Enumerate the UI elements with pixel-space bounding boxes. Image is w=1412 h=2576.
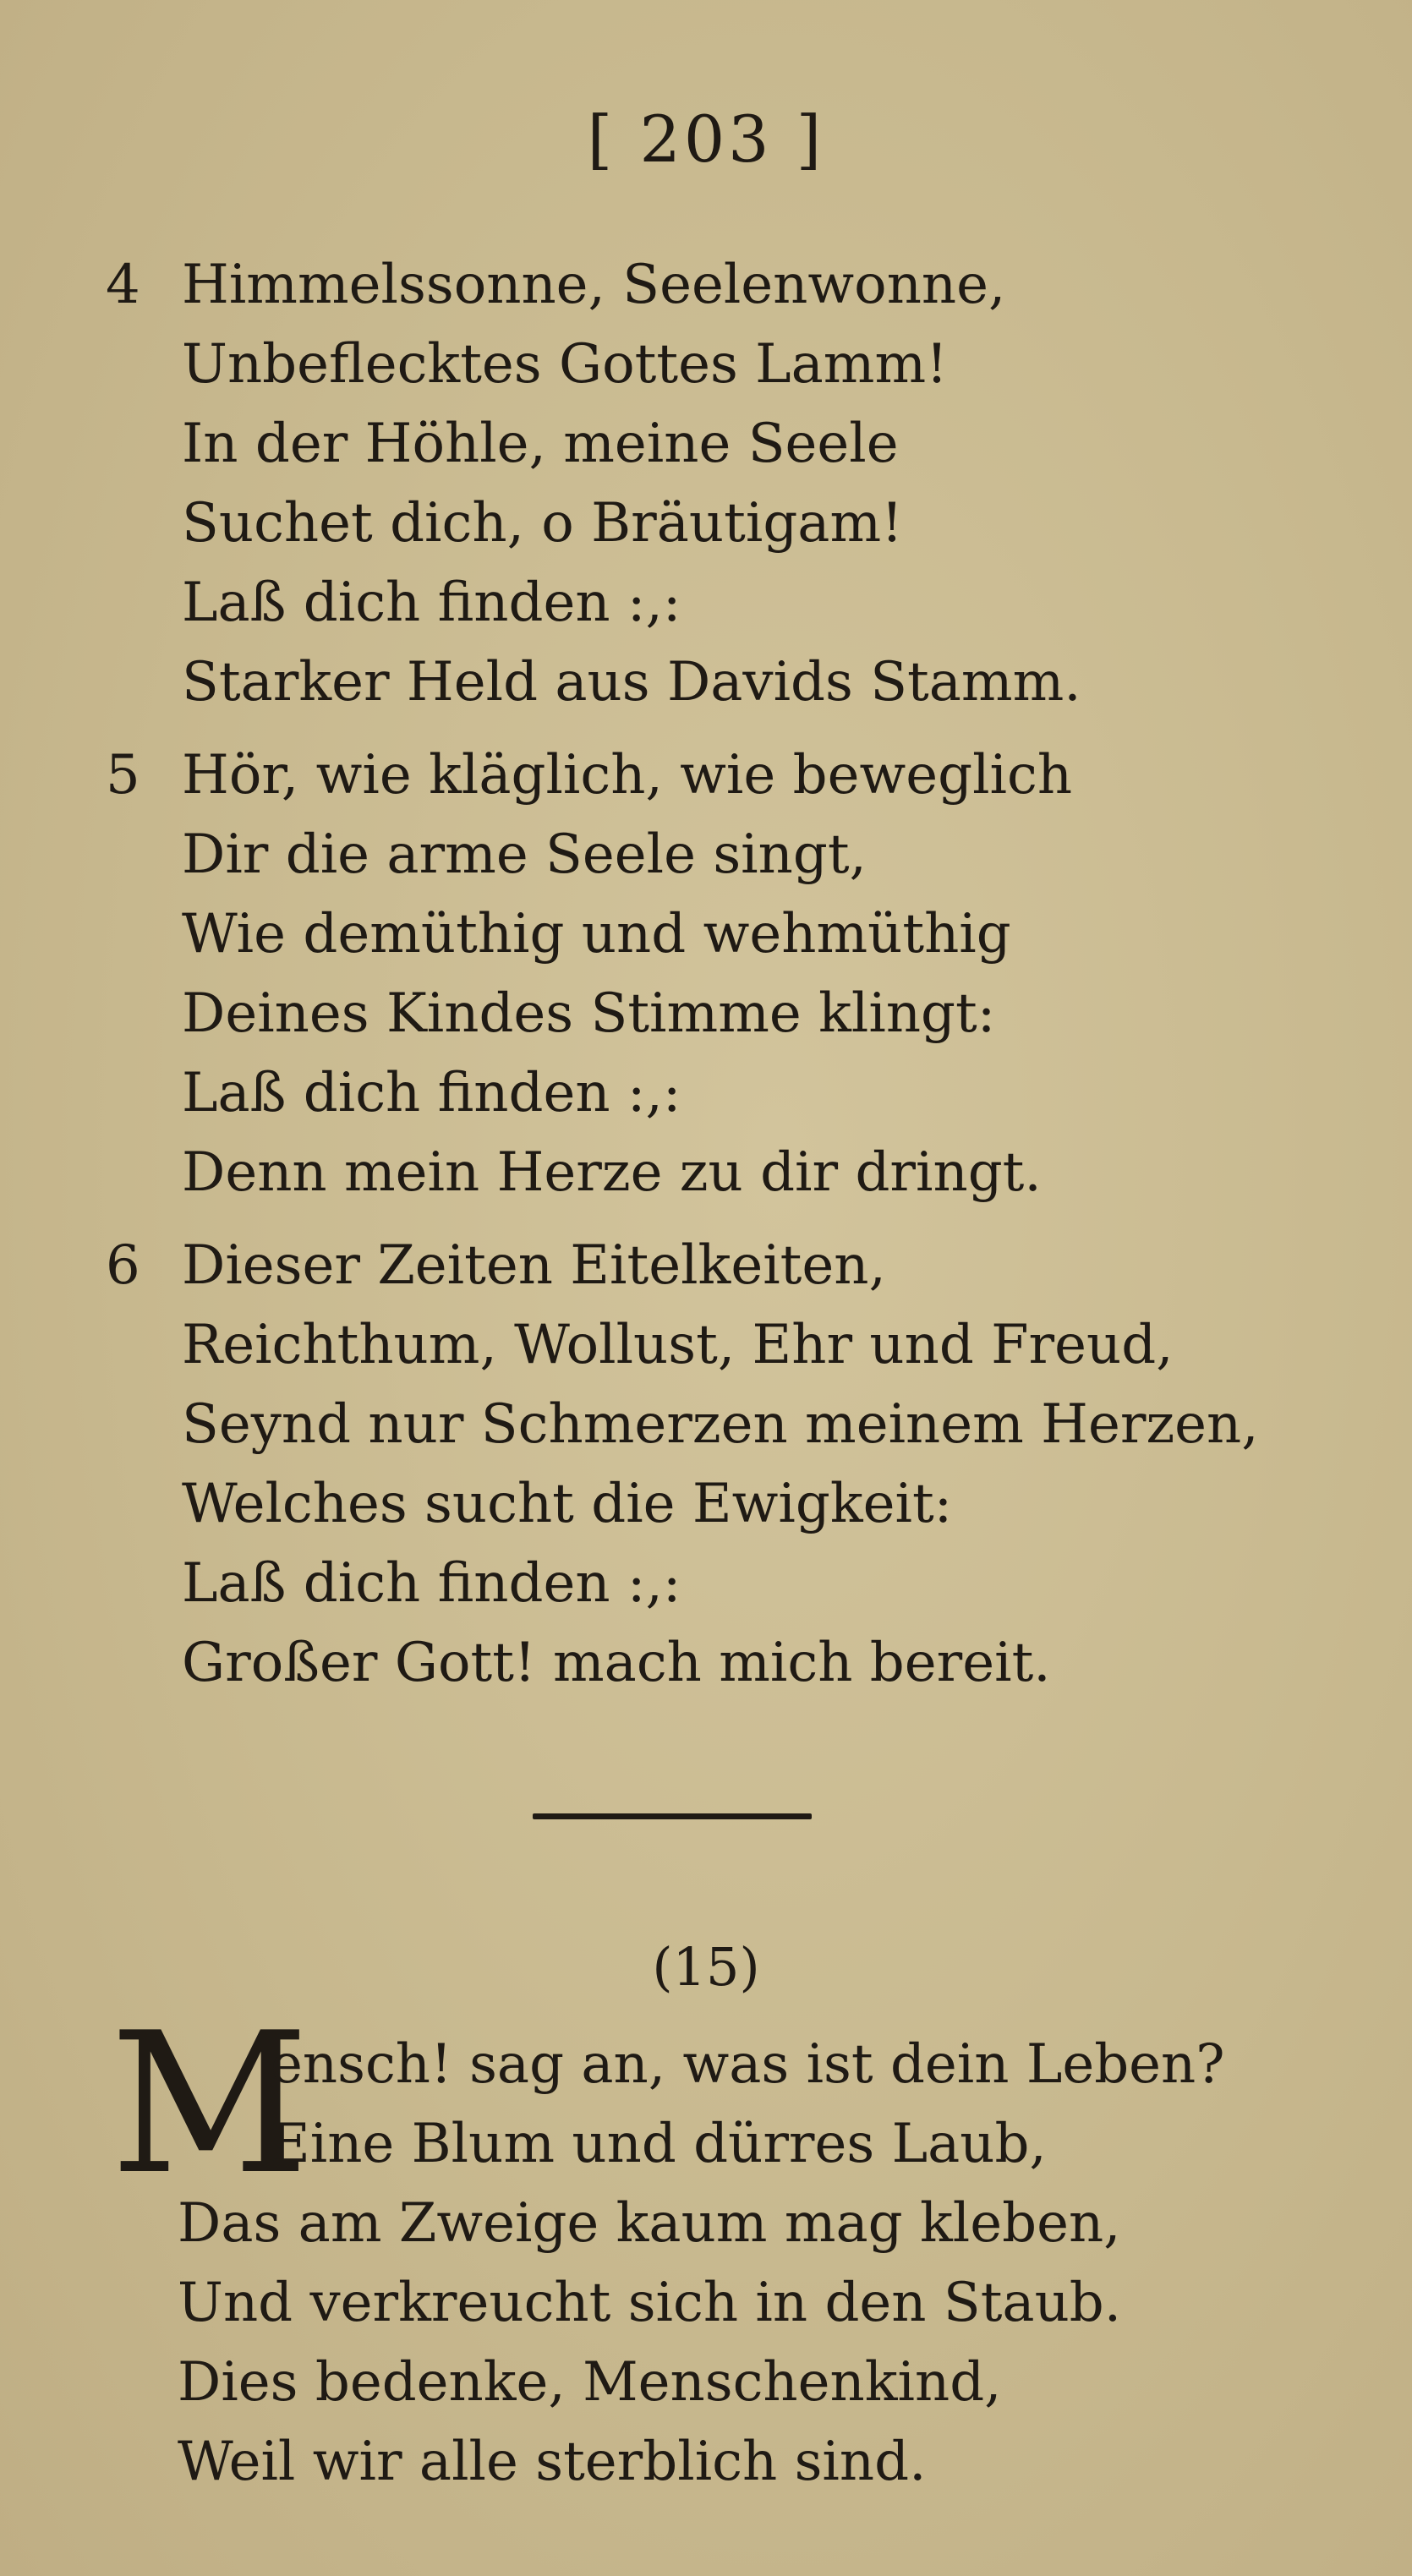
drop-cap: M bbox=[110, 1992, 309, 2218]
verse-line: Dir die arme Seele singt, bbox=[182, 823, 867, 886]
verse-line: Reichthum, Wollust, Ehr und Freud, bbox=[182, 1314, 1174, 1376]
hymn-number: (15) bbox=[652, 1936, 760, 1998]
hymn-line: Dies bedenke, Menschenkind, bbox=[178, 2351, 1002, 2414]
verse-line: In der Höhle, meine Seele bbox=[182, 413, 899, 475]
verse-number: 6 bbox=[106, 1234, 140, 1297]
verse-line: Wie demüthig und wehmüthig bbox=[182, 903, 1011, 965]
verse-line: Starker Held aus Davids Stamm. bbox=[182, 651, 1081, 714]
verse-line: Unbeflecktes Gottes Lamm! bbox=[182, 333, 948, 396]
hymn-line: ensch! sag an, was ist dein Leben? bbox=[271, 2033, 1225, 2096]
verse-line: Deines Kindes Stimme klingt: bbox=[182, 982, 996, 1045]
hymn-line: Und verkreucht sich in den Staub. bbox=[178, 2272, 1122, 2334]
verse-line: Hör, wie kläglich, wie beweglich bbox=[182, 744, 1073, 807]
verse-line: Dieser Zeiten Eitelkeiten, bbox=[182, 1234, 886, 1297]
verse-number: 5 bbox=[106, 744, 140, 807]
hymn-line: Das am Zweige kaum mag kleben, bbox=[178, 2192, 1121, 2255]
page-number: [ 203 ] bbox=[587, 101, 825, 177]
hymn-line: Weil wir alle sterblich sind. bbox=[178, 2431, 927, 2493]
section-divider bbox=[533, 1813, 812, 1819]
verse-number: 4 bbox=[106, 254, 140, 316]
verse-line: Laß dich finden :,: bbox=[182, 572, 681, 634]
verse-line: Welches sucht die Ewigkeit: bbox=[182, 1473, 953, 1535]
verse-line: Laß dich finden :,: bbox=[182, 1062, 681, 1124]
verse-line: Seynd nur Schmerzen meinem Herzen, bbox=[182, 1393, 1259, 1456]
verse-line: Denn mein Herze zu dir dringt. bbox=[182, 1141, 1042, 1204]
verse-line: Großer Gott! mach mich bereit. bbox=[182, 1632, 1051, 1694]
verse-line: Suchet dich, o Bräutigam! bbox=[182, 492, 903, 555]
verse-line: Laß dich finden :,: bbox=[182, 1552, 681, 1615]
verse-line: Himmelssonne, Seelenwonne, bbox=[182, 254, 1006, 316]
hymn-line: Eine Blum und dürres Laub, bbox=[271, 2113, 1047, 2175]
